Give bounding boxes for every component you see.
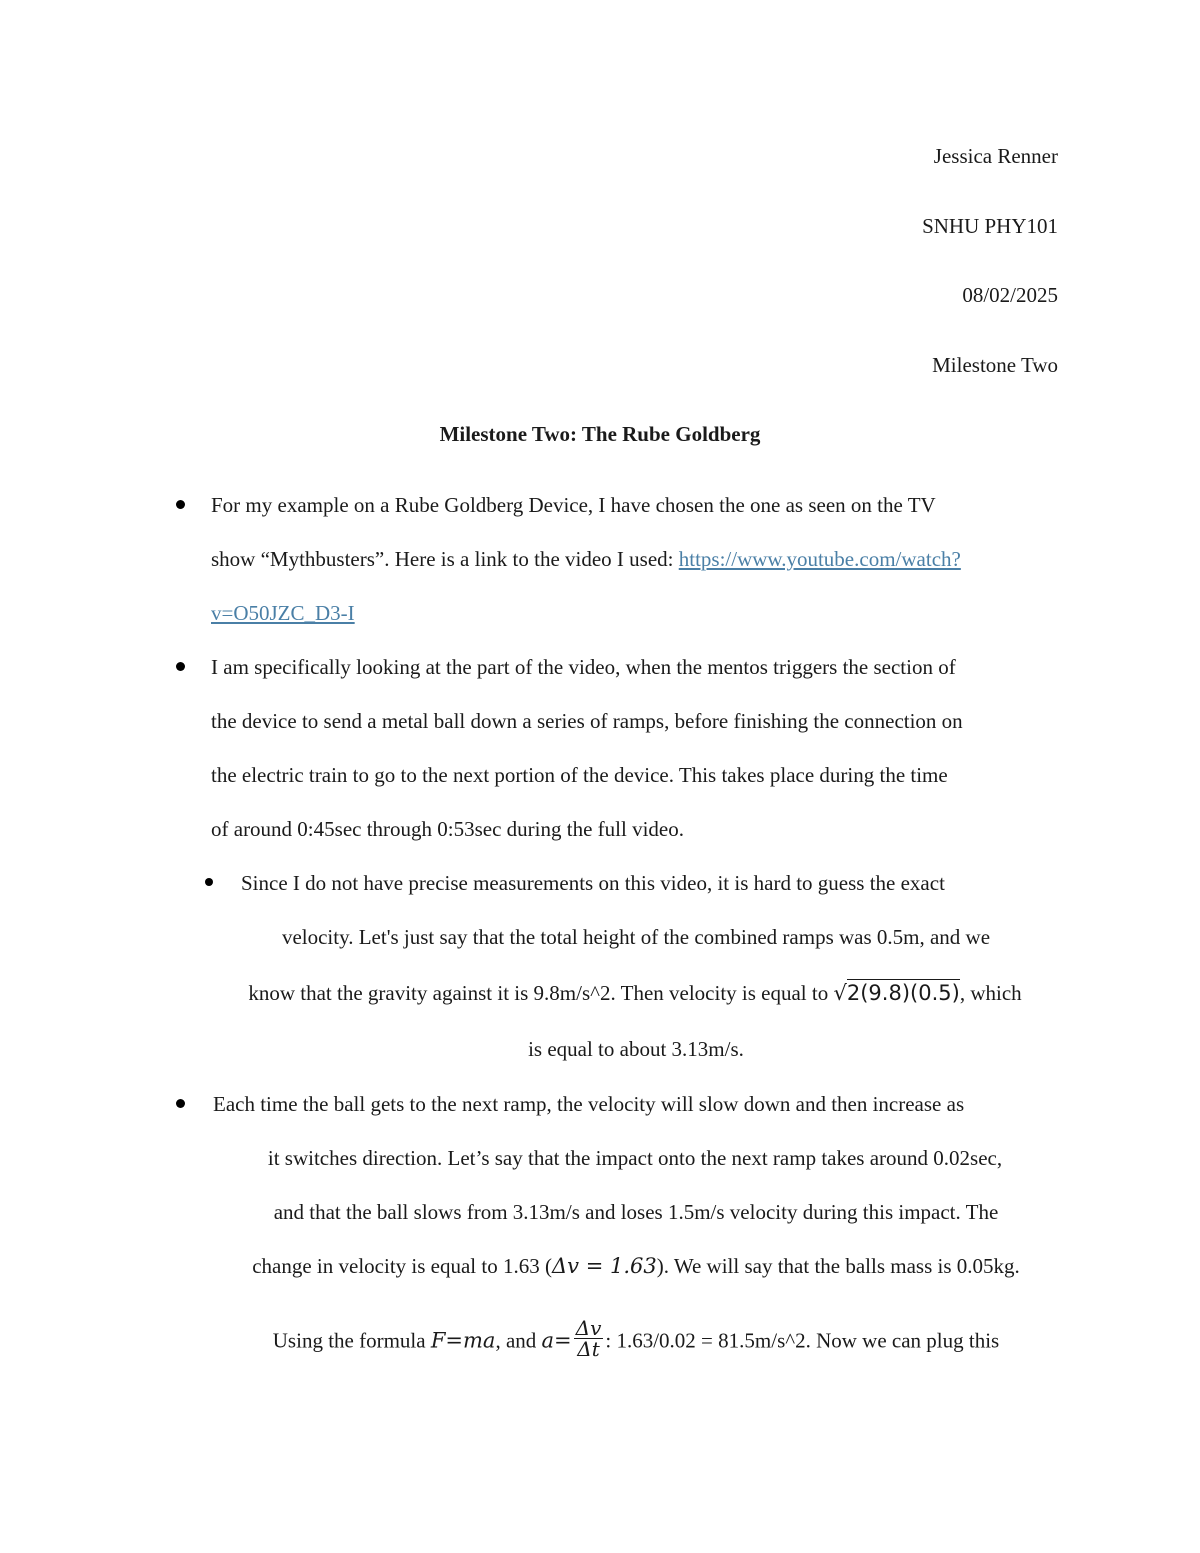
bullet1-line1: For my example on a Rube Goldberg Device, I have chosen the one as seen on the TV: [211, 493, 936, 517]
bullet3-line2: it switches direction. Let’s say that the impact onto the next ramp takes around 0.02sec,: [267, 1146, 1003, 1170]
sub-bullet-line4: is equal to about 3.13m/s.: [528, 1037, 744, 1061]
bullet3-line5-mid: , and: [495, 1328, 542, 1353]
bullet-icon: [176, 1099, 185, 1108]
sqrt-symbol: √: [833, 981, 847, 1005]
author-name: Jessica Renner: [933, 144, 1058, 168]
bullet2-line3: the electric train to go to the next portion of the device. This takes place during the time: [211, 763, 948, 787]
assignment-name: Milestone Two: [932, 353, 1058, 377]
bullet2-line1: I am specifically looking at the part of the video, when the mentos triggers the section of: [211, 655, 956, 679]
fraction-denominator: Δ𝑡: [577, 1337, 600, 1361]
delta-v-equation: Δ𝑣 = 1.63: [551, 1254, 657, 1278]
bullet1-line2-text: show “Mythbusters”. Here is a link to the video I used:: [211, 547, 679, 571]
video-link-continued[interactable]: v=O50JZC_D3-I: [211, 601, 355, 625]
force-formula: 𝐹=𝑚𝑎: [430, 1328, 496, 1353]
bullet3-line4: [0, 1253, 1200, 1279]
bullet1-line2: [211, 546, 961, 572]
bullet2-line4: of around 0:45sec through 0:53sec during the full video.: [211, 817, 684, 841]
bullet3-line5-post: : 1.63/0.02 = 81.5m/s^2. Now we can plug this: [605, 1328, 1000, 1353]
velocity-sqrt-formula: [833, 980, 959, 1006]
bullet3-line1: Each time the ball gets to the next ramp, the velocity will slow down and then increase as: [213, 1092, 965, 1116]
sqrt-body: 2(9.8)(0.5): [846, 981, 960, 1005]
bullet-icon: [176, 500, 185, 509]
course-code: SNHU PHY101: [922, 214, 1058, 238]
sub-bullet-line2: velocity. Let's just say that the total height of the combined ramps was 0.5m, and we: [281, 925, 991, 949]
sub-bullet-icon: [205, 878, 213, 886]
bullet3-line4-post: ). We will say that the balls mass is 0.05kg.: [656, 1254, 1020, 1278]
bullet2-line2: the device to send a metal ball down a series of ramps, before finishing the connection on: [211, 709, 963, 733]
video-link[interactable]: https://www.youtube.com/watch?: [678, 547, 961, 571]
bullet3-line4-pre: change in velocity is equal to 1.63 (: [252, 1254, 552, 1278]
bullet3-line5-pre: Using the formula: [272, 1328, 431, 1353]
sub-bullet-line1: Since I do not have precise measurements on this video, it is hard to guess the exact: [241, 871, 945, 895]
document-date: 08/02/2025: [962, 283, 1058, 307]
fraction-numerator: Δ𝑣: [575, 1316, 602, 1340]
document-title: Milestone Two: The Rube Goldberg: [439, 422, 761, 446]
sub-bullet-line3-pre: know that the gravity against it is 9.8m/s^2. Then velocity is equal to: [248, 981, 834, 1005]
acceleration-symbol: 𝑎=: [541, 1328, 572, 1353]
acceleration-fraction: [574, 1318, 604, 1359]
bullet-icon: [176, 662, 185, 671]
bullet1-line3: [211, 600, 355, 626]
bullet3-line3: and that the ball slows from 3.13m/s and loses 1.5m/s velocity during this impact. The: [273, 1200, 999, 1224]
bullet3-line5: [0, 1316, 1200, 1363]
sub-bullet-line3-post: , which: [959, 981, 1022, 1005]
sub-bullet-line3: [0, 980, 1200, 1006]
